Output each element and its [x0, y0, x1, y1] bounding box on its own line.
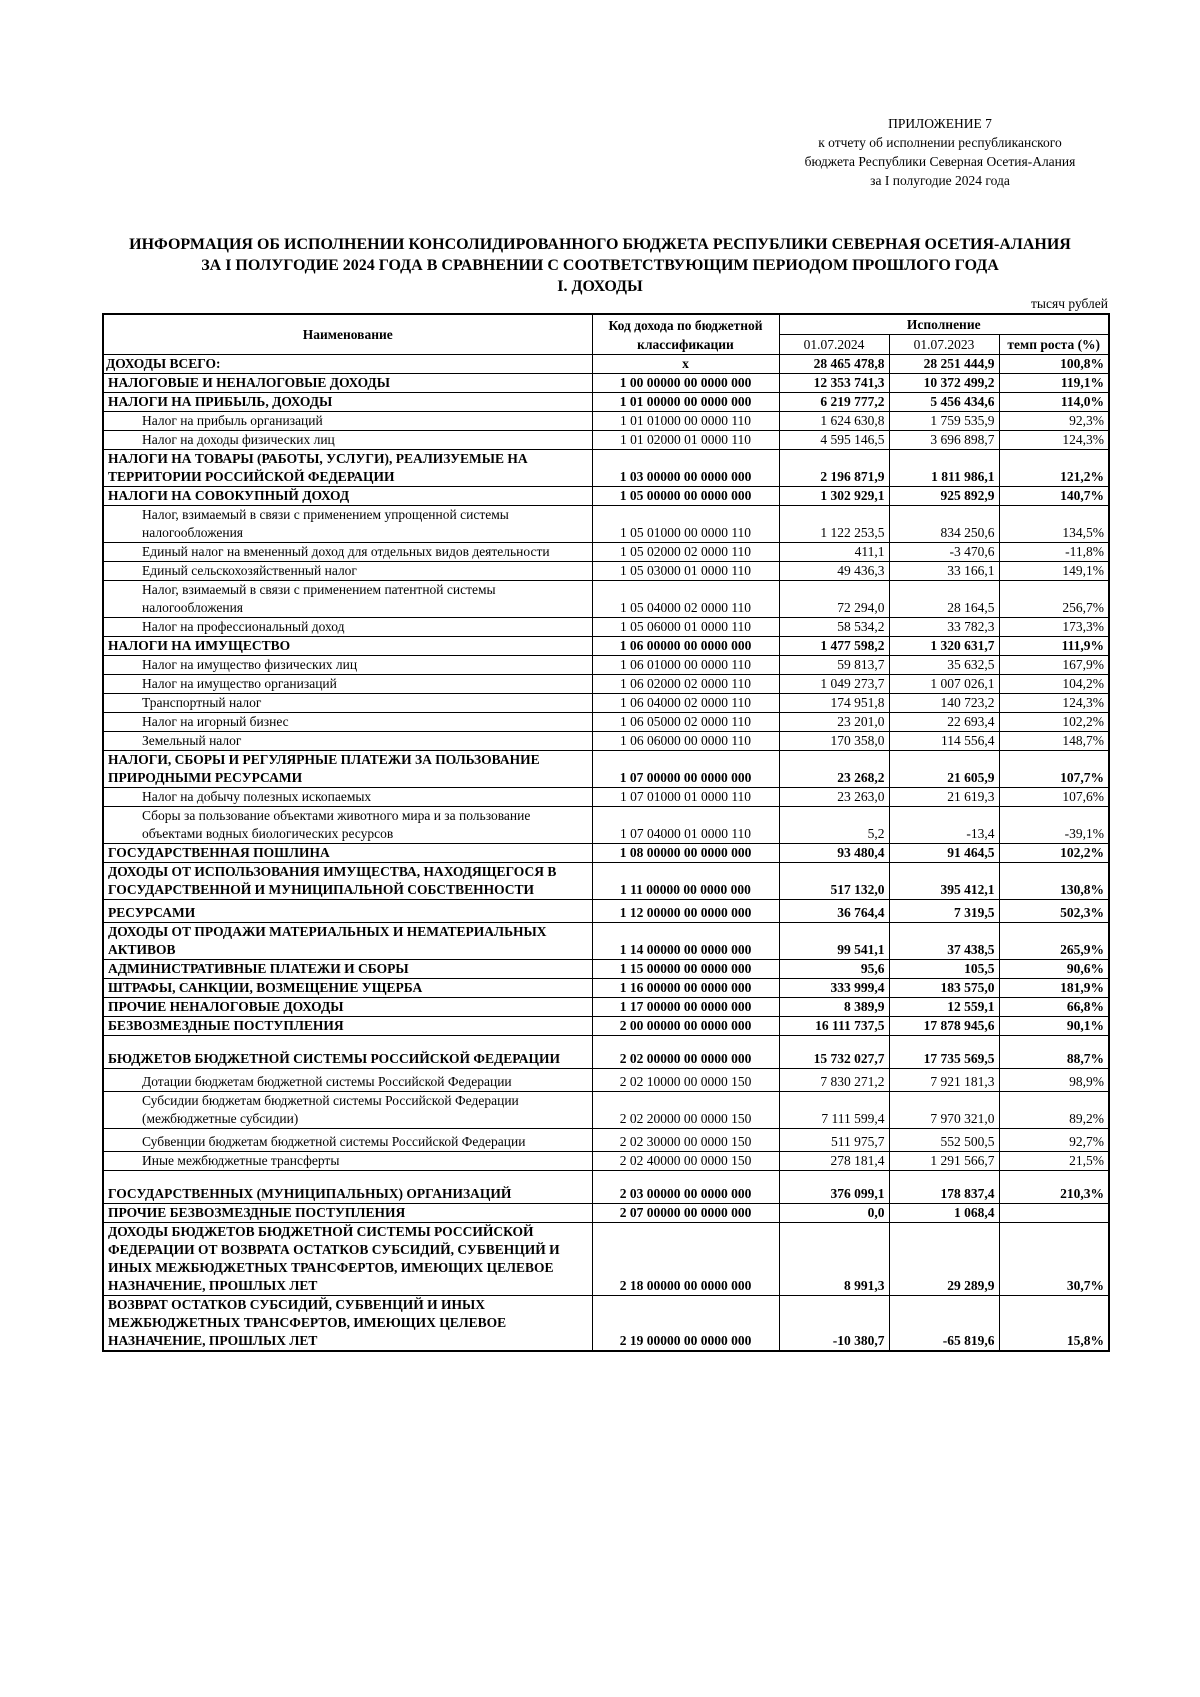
row-code: 1 16 00000 00 0000 000	[592, 979, 779, 998]
row-growth: 92,7%	[999, 1129, 1109, 1152]
row-growth: 148,7%	[999, 732, 1109, 751]
row-code: 1 15 00000 00 0000 000	[592, 960, 779, 979]
table-row	[103, 637, 1109, 656]
row-code: 1 00 00000 00 0000 000	[592, 374, 779, 393]
row-name: ПРОЧИЕ НЕНАЛОГОВЫЕ ДОХОДЫ	[103, 998, 592, 1017]
row-value-2023: 140 723,2	[889, 694, 999, 713]
row-growth: 102,2%	[999, 713, 1109, 732]
row-value-2024: 517 132,0	[779, 863, 889, 900]
annex-line: к отчету об исполнении республиканского	[818, 135, 1062, 150]
document-title	[90, 234, 1110, 297]
row-growth: 107,6%	[999, 788, 1109, 807]
row-value-2023: 7 921 181,3	[889, 1069, 999, 1092]
row-name: НАЛОГИ НА ИМУЩЕСТВО	[103, 637, 592, 656]
row-value-2023: 29 289,9	[889, 1223, 999, 1296]
column-header-name: Наименование	[103, 314, 592, 355]
annex-line: бюджета Республики Северная Осетия-Алания	[804, 154, 1076, 169]
row-value-2024: 1 049 273,7	[779, 675, 889, 694]
row-name: ШТРАФЫ, САНКЦИИ, ВОЗМЕЩЕНИЕ УЩЕРБА	[103, 979, 592, 998]
row-code: 2 00 00000 00 0000 000	[592, 1017, 779, 1036]
unit-label: тысяч рублей	[1031, 296, 1108, 311]
row-name: Налог на профессиональный доход	[103, 618, 592, 637]
row-code: 1 05 03000 01 0000 110	[592, 562, 779, 581]
row-value-2023: 21 619,3	[889, 788, 999, 807]
table-row	[103, 487, 1109, 506]
row-value-2024: 7 111 599,4	[779, 1092, 889, 1129]
table-row	[103, 1036, 1109, 1069]
row-growth: 98,9%	[999, 1069, 1109, 1092]
row-growth: 173,3%	[999, 618, 1109, 637]
row-value-2024: 12 353 741,3	[779, 374, 889, 393]
table-row	[103, 562, 1109, 581]
row-value-2023: 37 438,5	[889, 923, 999, 960]
table-row	[103, 900, 1109, 923]
row-value-2024: 15 732 027,7	[779, 1036, 889, 1069]
row-value-2023: 1 291 566,7	[889, 1152, 999, 1171]
row-code: 1 14 00000 00 0000 000	[592, 923, 779, 960]
row-value-2024: -10 380,7	[779, 1296, 889, 1352]
table-row	[103, 844, 1109, 863]
annex-title: ПРИЛОЖЕНИЕ 7	[888, 116, 992, 131]
row-code: 1 07 01000 01 0000 110	[592, 788, 779, 807]
row-growth: 265,9%	[999, 923, 1109, 960]
row-growth: 107,7%	[999, 751, 1109, 788]
row-code: 1 17 00000 00 0000 000	[592, 998, 779, 1017]
row-value-2024: 23 263,0	[779, 788, 889, 807]
row-value-2023: 7 970 321,0	[889, 1092, 999, 1129]
row-code: 1 06 00000 00 0000 000	[592, 637, 779, 656]
table-row	[103, 998, 1109, 1017]
table-row	[103, 788, 1109, 807]
row-growth: 502,3%	[999, 900, 1109, 923]
row-name: Налог на добычу полезных ископаемых	[103, 788, 592, 807]
row-growth: 181,9%	[999, 979, 1109, 998]
row-value-2023: 114 556,4	[889, 732, 999, 751]
table-row	[103, 656, 1109, 675]
column-header-code: Код дохода по бюджетной классификации	[592, 314, 779, 355]
column-header-growth: темп роста (%)	[999, 335, 1109, 355]
row-code: 2 02 30000 00 0000 150	[592, 1129, 779, 1152]
table-body	[103, 355, 1109, 1352]
row-code: 1 06 02000 02 0000 110	[592, 675, 779, 694]
table-row	[103, 1171, 1109, 1204]
table-row	[103, 713, 1109, 732]
row-value-2023: 1 007 026,1	[889, 675, 999, 694]
row-value-2023: 3 696 898,7	[889, 431, 999, 450]
row-growth: 256,7%	[999, 581, 1109, 618]
row-value-2023: 33 166,1	[889, 562, 999, 581]
row-growth: 21,5%	[999, 1152, 1109, 1171]
row-value-2023: 10 372 499,2	[889, 374, 999, 393]
table-row	[103, 1152, 1109, 1171]
row-name: ДОХОДЫ ОТ ИСПОЛЬЗОВАНИЯ ИМУЩЕСТВА, НАХОДЯЩЕГОСЯ В ГОСУДАРСТВЕННОЙ И МУНИЦИПАЛЬНОЙ СОБСТВЕННОСТИ	[103, 863, 592, 900]
row-value-2024: 59 813,7	[779, 656, 889, 675]
row-value-2023: 35 632,5	[889, 656, 999, 675]
row-growth: 15,8%	[999, 1296, 1109, 1352]
row-value-2024: 23 201,0	[779, 713, 889, 732]
row-name: Налог на доходы физических лиц	[103, 431, 592, 450]
row-name: РЕСУРСАМИ	[103, 900, 592, 923]
row-value-2024: 1 624 630,8	[779, 412, 889, 431]
row-code: 2 02 20000 00 0000 150	[592, 1092, 779, 1129]
row-growth: 124,3%	[999, 694, 1109, 713]
row-name: Дотации бюджетам бюджетной системы Российской Федерации	[103, 1069, 592, 1092]
row-value-2023: 395 412,1	[889, 863, 999, 900]
row-name: Единый сельскохозяйственный налог	[103, 562, 592, 581]
row-value-2023: 28 164,5	[889, 581, 999, 618]
table-row	[103, 923, 1109, 960]
row-name: НАЛОГИ НА СОВОКУПНЫЙ ДОХОД	[103, 487, 592, 506]
row-value-2024: 333 999,4	[779, 979, 889, 998]
row-name: ВОЗВРАТ ОСТАТКОВ СУБСИДИЙ, СУБВЕНЦИЙ И ИНЫХ МЕЖБЮДЖЕТНЫХ ТРАНСФЕРТОВ, ИМЕЮЩИХ ЦЕЛЕВОЕ НАЗНАЧЕНИЕ, ПРОШЛЫХ ЛЕТ	[103, 1296, 592, 1352]
row-value-2024: 49 436,3	[779, 562, 889, 581]
row-name: Налог на прибыль организаций	[103, 412, 592, 431]
table-row	[103, 1092, 1109, 1129]
row-value-2023: 22 693,4	[889, 713, 999, 732]
row-growth: 104,2%	[999, 675, 1109, 694]
row-name: Налог, взимаемый в связи с применением патентной системы налогообложения	[103, 581, 592, 618]
row-value-2024: 411,1	[779, 543, 889, 562]
table-row	[103, 1204, 1109, 1223]
row-name: ГОСУДАРСТВЕННЫХ (МУНИЦИПАЛЬНЫХ) ОРГАНИЗАЦИЙ	[103, 1171, 592, 1204]
row-value-2023: 925 892,9	[889, 487, 999, 506]
table-row	[103, 431, 1109, 450]
row-code: 1 07 00000 00 0000 000	[592, 751, 779, 788]
row-value-2023: 12 559,1	[889, 998, 999, 1017]
table-row	[103, 807, 1109, 844]
table-row	[103, 355, 1109, 374]
row-name: Налог, взимаемый в связи с применением упрощенной системы налогообложения	[103, 506, 592, 543]
row-value-2024: 1 477 598,2	[779, 637, 889, 656]
row-growth: 111,9%	[999, 637, 1109, 656]
revenue-table	[102, 313, 1110, 1352]
table-row	[103, 581, 1109, 618]
row-code: 2 02 40000 00 0000 150	[592, 1152, 779, 1171]
table-row	[103, 543, 1109, 562]
row-growth: 114,0%	[999, 393, 1109, 412]
row-growth: 149,1%	[999, 562, 1109, 581]
section-title: I. ДОХОДЫ	[557, 278, 643, 295]
row-value-2023: 183 575,0	[889, 979, 999, 998]
row-code: 1 06 06000 00 0000 110	[592, 732, 779, 751]
table-row	[103, 751, 1109, 788]
row-code: 1 05 02000 02 0000 110	[592, 543, 779, 562]
row-value-2024: 174 951,8	[779, 694, 889, 713]
row-code: 1 01 00000 00 0000 000	[592, 393, 779, 412]
row-code: 1 12 00000 00 0000 000	[592, 900, 779, 923]
row-value-2024: 8 991,3	[779, 1223, 889, 1296]
row-value-2024: 376 099,1	[779, 1171, 889, 1204]
row-growth: -39,1%	[999, 807, 1109, 844]
row-value-2023: 33 782,3	[889, 618, 999, 637]
table-row	[103, 450, 1109, 487]
row-code: 1 03 00000 00 0000 000	[592, 450, 779, 487]
row-name: ПРОЧИЕ БЕЗВОЗМЕЗДНЫЕ ПОСТУПЛЕНИЯ	[103, 1204, 592, 1223]
row-value-2024: 6 219 777,2	[779, 393, 889, 412]
row-code: 2 03 00000 00 0000 000	[592, 1171, 779, 1204]
table-row	[103, 1129, 1109, 1152]
row-value-2024: 58 534,2	[779, 618, 889, 637]
row-name: БЮДЖЕТОВ БЮДЖЕТНОЙ СИСТЕМЫ РОССИЙСКОЙ ФЕДЕРАЦИИ	[103, 1036, 592, 1069]
row-code: 1 07 04000 01 0000 110	[592, 807, 779, 844]
row-code: 1 06 05000 02 0000 110	[592, 713, 779, 732]
row-code: 2 19 00000 00 0000 000	[592, 1296, 779, 1352]
row-value-2023: -13,4	[889, 807, 999, 844]
row-code: 1 08 00000 00 0000 000	[592, 844, 779, 863]
row-name: НАЛОГИ НА ПРИБЫЛЬ, ДОХОДЫ	[103, 393, 592, 412]
row-growth: 88,7%	[999, 1036, 1109, 1069]
row-value-2024: 7 830 271,2	[779, 1069, 889, 1092]
row-name: ДОХОДЫ ВСЕГО:	[103, 355, 592, 374]
table-row	[103, 694, 1109, 713]
row-code: 2 18 00000 00 0000 000	[592, 1223, 779, 1296]
row-value-2024: 0,0	[779, 1204, 889, 1223]
row-value-2023: 7 319,5	[889, 900, 999, 923]
annex-line: за I полугодие 2024 года	[870, 173, 1010, 188]
column-header-date-2024: 01.07.2024	[779, 335, 889, 355]
row-value-2024: 93 480,4	[779, 844, 889, 863]
row-growth: 210,3%	[999, 1171, 1109, 1204]
row-value-2024: 72 294,0	[779, 581, 889, 618]
table-row	[103, 863, 1109, 900]
row-name: Земельный налог	[103, 732, 592, 751]
table-row	[103, 374, 1109, 393]
row-growth: 124,3%	[999, 431, 1109, 450]
table-row	[103, 1069, 1109, 1092]
row-value-2023: -65 819,6	[889, 1296, 999, 1352]
row-name: Субвенции бюджетам бюджетной системы Российской Федерации	[103, 1129, 592, 1152]
row-growth	[999, 1204, 1109, 1223]
table-row	[103, 1296, 1109, 1352]
row-growth: 167,9%	[999, 656, 1109, 675]
row-name: НАЛОГИ, СБОРЫ И РЕГУЛЯРНЫЕ ПЛАТЕЖИ ЗА ПОЛЬЗОВАНИЕ ПРИРОДНЫМИ РЕСУРСАМИ	[103, 751, 592, 788]
row-growth: 140,7%	[999, 487, 1109, 506]
row-value-2024: 278 181,4	[779, 1152, 889, 1171]
row-name: Иные межбюджетные трансферты	[103, 1152, 592, 1171]
row-growth: 102,2%	[999, 844, 1109, 863]
table-row	[103, 412, 1109, 431]
table-row	[103, 732, 1109, 751]
row-value-2023: 1 759 535,9	[889, 412, 999, 431]
row-growth: 134,5%	[999, 506, 1109, 543]
row-growth: 90,1%	[999, 1017, 1109, 1036]
row-value-2024: 2 196 871,9	[779, 450, 889, 487]
row-value-2023: 105,5	[889, 960, 999, 979]
column-header-date-2023: 01.07.2023	[889, 335, 999, 355]
row-value-2023: 17 878 945,6	[889, 1017, 999, 1036]
row-value-2024: 8 389,9	[779, 998, 889, 1017]
row-code: x	[592, 355, 779, 374]
row-name: Сборы за пользование объектами животного мира и за пользование объектами водных биологических ресурсов	[103, 807, 592, 844]
row-code: 2 02 10000 00 0000 150	[592, 1069, 779, 1092]
row-code: 2 07 00000 00 0000 000	[592, 1204, 779, 1223]
row-value-2024: 511 975,7	[779, 1129, 889, 1152]
row-growth: 130,8%	[999, 863, 1109, 900]
row-value-2023: 1 811 986,1	[889, 450, 999, 487]
row-name: ДОХОДЫ ОТ ПРОДАЖИ МАТЕРИАЛЬНЫХ И НЕМАТЕРИАЛЬНЫХ АКТИВОВ	[103, 923, 592, 960]
row-code: 1 05 01000 00 0000 110	[592, 506, 779, 543]
row-value-2024: 95,6	[779, 960, 889, 979]
row-growth: 66,8%	[999, 998, 1109, 1017]
row-growth: 89,2%	[999, 1092, 1109, 1129]
row-value-2023: 1 320 631,7	[889, 637, 999, 656]
row-value-2024: 5,2	[779, 807, 889, 844]
row-value-2023: 178 837,4	[889, 1171, 999, 1204]
row-value-2024: 1 122 253,5	[779, 506, 889, 543]
row-code: 1 05 00000 00 0000 000	[592, 487, 779, 506]
row-value-2024: 4 595 146,5	[779, 431, 889, 450]
row-value-2024: 16 111 737,5	[779, 1017, 889, 1036]
row-value-2023: 552 500,5	[889, 1129, 999, 1152]
row-value-2024: 170 358,0	[779, 732, 889, 751]
row-value-2023: 5 456 434,6	[889, 393, 999, 412]
row-code: 1 01 02000 01 0000 110	[592, 431, 779, 450]
row-name: Налог на имущество организаций	[103, 675, 592, 694]
annex-block	[740, 114, 1140, 190]
row-code: 1 11 00000 00 0000 000	[592, 863, 779, 900]
row-code: 1 06 01000 00 0000 110	[592, 656, 779, 675]
row-growth: 100,8%	[999, 355, 1109, 374]
title-line: ЗА I ПОЛУГОДИЕ 2024 ГОДА В СРАВНЕНИИ С СООТВЕТСТВУЮЩИМ ПЕРИОДОМ ПРОШЛОГО ГОДА	[201, 257, 999, 274]
row-value-2024: 99 541,1	[779, 923, 889, 960]
table-row	[103, 393, 1109, 412]
row-code: 1 06 04000 02 0000 110	[592, 694, 779, 713]
row-value-2023: 834 250,6	[889, 506, 999, 543]
table-row	[103, 1017, 1109, 1036]
title-line: ИНФОРМАЦИЯ ОБ ИСПОЛНЕНИИ КОНСОЛИДИРОВАННОГО БЮДЖЕТА РЕСПУБЛИКИ СЕВЕРНАЯ ОСЕТИЯ-АЛАНИЯ	[129, 236, 1071, 253]
row-value-2023: 1 068,4	[889, 1204, 999, 1223]
row-name: ГОСУДАРСТВЕННАЯ ПОШЛИНА	[103, 844, 592, 863]
row-name: ДОХОДЫ БЮДЖЕТОВ БЮДЖЕТНОЙ СИСТЕМЫ РОССИЙСКОЙ ФЕДЕРАЦИИ ОТ ВОЗВРАТА ОСТАТКОВ СУБСИДИЙ, СУБВЕНЦИЙ И ИНЫХ МЕЖБЮДЖЕТНЫХ ТРАНСФЕРТОВ, ИМЕЮЩИХ ЦЕЛЕВОЕ НАЗНАЧЕНИЕ, ПРОШЛЫХ ЛЕТ	[103, 1223, 592, 1296]
row-name: НАЛОГИ НА ТОВАРЫ (РАБОТЫ, УСЛУГИ), РЕАЛИЗУЕМЫЕ НА ТЕРРИТОРИИ РОССИЙСКОЙ ФЕДЕРАЦИИ	[103, 450, 592, 487]
row-name: Налог на имущество физических лиц	[103, 656, 592, 675]
row-growth: 119,1%	[999, 374, 1109, 393]
row-value-2024: 1 302 929,1	[779, 487, 889, 506]
row-name: Налог на игорный бизнес	[103, 713, 592, 732]
table-row	[103, 618, 1109, 637]
row-name: Транспортный налог	[103, 694, 592, 713]
row-value-2024: 28 465 478,8	[779, 355, 889, 374]
row-growth: 92,3%	[999, 412, 1109, 431]
row-value-2023: 91 464,5	[889, 844, 999, 863]
table-row	[103, 506, 1109, 543]
row-name: НАЛОГОВЫЕ И НЕНАЛОГОВЫЕ ДОХОДЫ	[103, 374, 592, 393]
row-code: 1 01 01000 00 0000 110	[592, 412, 779, 431]
row-code: 1 05 06000 01 0000 110	[592, 618, 779, 637]
row-value-2023: 21 605,9	[889, 751, 999, 788]
table-row	[103, 1223, 1109, 1296]
row-name: Субсидии бюджетам бюджетной системы Российской Федерации (межбюджетные субсидии)	[103, 1092, 592, 1129]
row-growth: -11,8%	[999, 543, 1109, 562]
row-growth: 30,7%	[999, 1223, 1109, 1296]
row-value-2023: 28 251 444,9	[889, 355, 999, 374]
row-value-2023: 17 735 569,5	[889, 1036, 999, 1069]
table-row	[103, 979, 1109, 998]
table-row	[103, 960, 1109, 979]
row-name: Единый налог на вмененный доход для отдельных видов деятельности	[103, 543, 592, 562]
row-name: БЕЗВОЗМЕЗДНЫЕ ПОСТУПЛЕНИЯ	[103, 1017, 592, 1036]
column-header-execution: Исполнение	[779, 314, 1109, 335]
table-row	[103, 675, 1109, 694]
row-value-2024: 23 268,2	[779, 751, 889, 788]
row-code: 1 05 04000 02 0000 110	[592, 581, 779, 618]
row-growth: 121,2%	[999, 450, 1109, 487]
row-code: 2 02 00000 00 0000 000	[592, 1036, 779, 1069]
row-name: АДМИНИСТРАТИВНЫЕ ПЛАТЕЖИ И СБОРЫ	[103, 960, 592, 979]
row-growth: 90,6%	[999, 960, 1109, 979]
row-value-2023: -3 470,6	[889, 543, 999, 562]
row-value-2024: 36 764,4	[779, 900, 889, 923]
